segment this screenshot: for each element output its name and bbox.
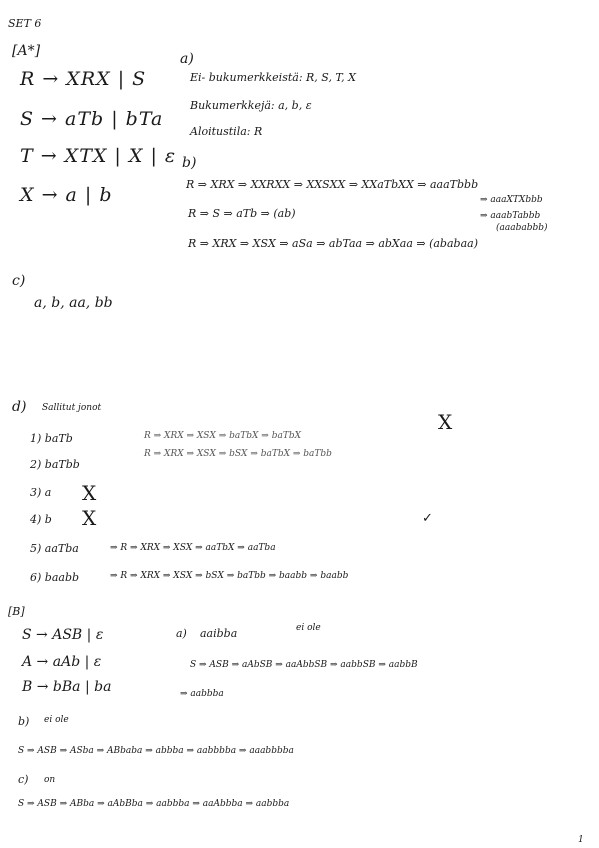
check-mark: ✓ bbox=[422, 511, 433, 526]
grammar-rule: T → XTX | X | ε bbox=[20, 145, 177, 167]
part-b-label: b) bbox=[18, 715, 30, 728]
part-a-line: Bukumerkkejä: a, b, ε bbox=[190, 99, 312, 112]
derivation-line: S ⇒ ASB ⇒ aAbSB ⇒ aaAbbSB ⇒ aabbSB ⇒ aabbB bbox=[190, 660, 418, 670]
part-a-line: Ei- bukumerkkeistä: R, S, T, X bbox=[190, 71, 356, 84]
derivation-continuation: ⇒ aaaXTXbbb bbox=[480, 195, 543, 205]
grammar-rule: X → a | b bbox=[20, 184, 113, 206]
part-a-note: ei ole bbox=[296, 623, 321, 633]
set-label: SET 6 bbox=[8, 17, 42, 30]
wrong-mark: X bbox=[82, 481, 97, 505]
wrong-mark: X bbox=[438, 410, 453, 434]
list-item-label: 4) b bbox=[30, 513, 52, 526]
derivation-continuation: ⇒ aaabTabbb bbox=[480, 211, 541, 221]
list-item-label: 5) aaTba bbox=[30, 542, 79, 555]
derivation-line: ⇒ aabbba bbox=[180, 689, 224, 699]
section-a-label: [A*] bbox=[12, 43, 41, 59]
list-item-label: 2) baTbb bbox=[30, 458, 80, 471]
part-b-label: b) bbox=[182, 155, 197, 171]
part-c-answer: a, b, aa, bb bbox=[34, 295, 113, 311]
part-c-title: on bbox=[44, 775, 56, 785]
grammar-rule: S → ASB | ε bbox=[22, 627, 104, 643]
derivation-line: R ⇒ S ⇒ aTb ⇒ (ab) bbox=[188, 207, 296, 220]
derivation-result: (aaababbb) bbox=[496, 223, 548, 233]
list-item-derivation: ⇒ R ⇒ XRX ⇒ XSX ⇒ aaTbX ⇒ aaTba bbox=[110, 543, 276, 553]
list-item-derivation: R ⇒ XRX ⇒ XSX ⇒ baTbX ⇒ baTbX bbox=[144, 431, 301, 441]
part-c-label: c) bbox=[12, 273, 26, 289]
part-a-line: Aloitustila: R bbox=[190, 125, 263, 138]
derivation-line: S ⇒ ASB ⇒ ASba ⇒ ABbaba ⇒ abbba ⇒ aabbbba ⇒ aaabbbba bbox=[18, 746, 294, 756]
derivation-line: S ⇒ ASB ⇒ ABba ⇒ aAbBba ⇒ aabbba ⇒ aaAbbba ⇒ aabbba bbox=[18, 799, 290, 809]
page-number: 1 bbox=[578, 835, 584, 845]
derivation-line: R ⇒ XRX ⇒ XXRXX ⇒ XXSXX ⇒ XXaTbXX ⇒ aaaTbbb bbox=[186, 178, 479, 191]
section-b-label: [B] bbox=[8, 605, 25, 618]
list-item-derivation: R ⇒ XRX ⇒ XSX ⇒ bSX ⇒ baTbX ⇒ baTbb bbox=[144, 449, 332, 459]
part-a-label: a) bbox=[176, 627, 187, 640]
part-b-title: ei ole bbox=[44, 715, 69, 725]
grammar-rule: B → bBa | ba bbox=[22, 679, 112, 695]
list-item-label: 3) a bbox=[30, 486, 52, 499]
part-a-label: a) bbox=[180, 51, 194, 67]
part-c-label: c) bbox=[18, 773, 29, 786]
list-item-label: 1) baTb bbox=[30, 432, 73, 445]
list-item-derivation: ⇒ R ⇒ XRX ⇒ XSX ⇒ bSX ⇒ baTbb ⇒ baabb ⇒ baabb bbox=[110, 571, 349, 581]
part-a-word: aaibba bbox=[200, 627, 238, 640]
derivation-line: R ⇒ XRX ⇒ XSX ⇒ aSa ⇒ abTaa ⇒ abXaa ⇒ (ababaa) bbox=[188, 237, 478, 250]
wrong-mark: X bbox=[82, 506, 97, 530]
grammar-rule: S → aTb | bTa bbox=[20, 108, 164, 130]
part-d-label: d) bbox=[12, 399, 27, 415]
list-item-label: 6) baabb bbox=[30, 571, 80, 584]
part-d-title: Sallitut jonot bbox=[42, 403, 102, 413]
grammar-rule: A → aAb | ε bbox=[22, 654, 102, 670]
grammar-rule: R → XRX | S bbox=[20, 68, 147, 90]
